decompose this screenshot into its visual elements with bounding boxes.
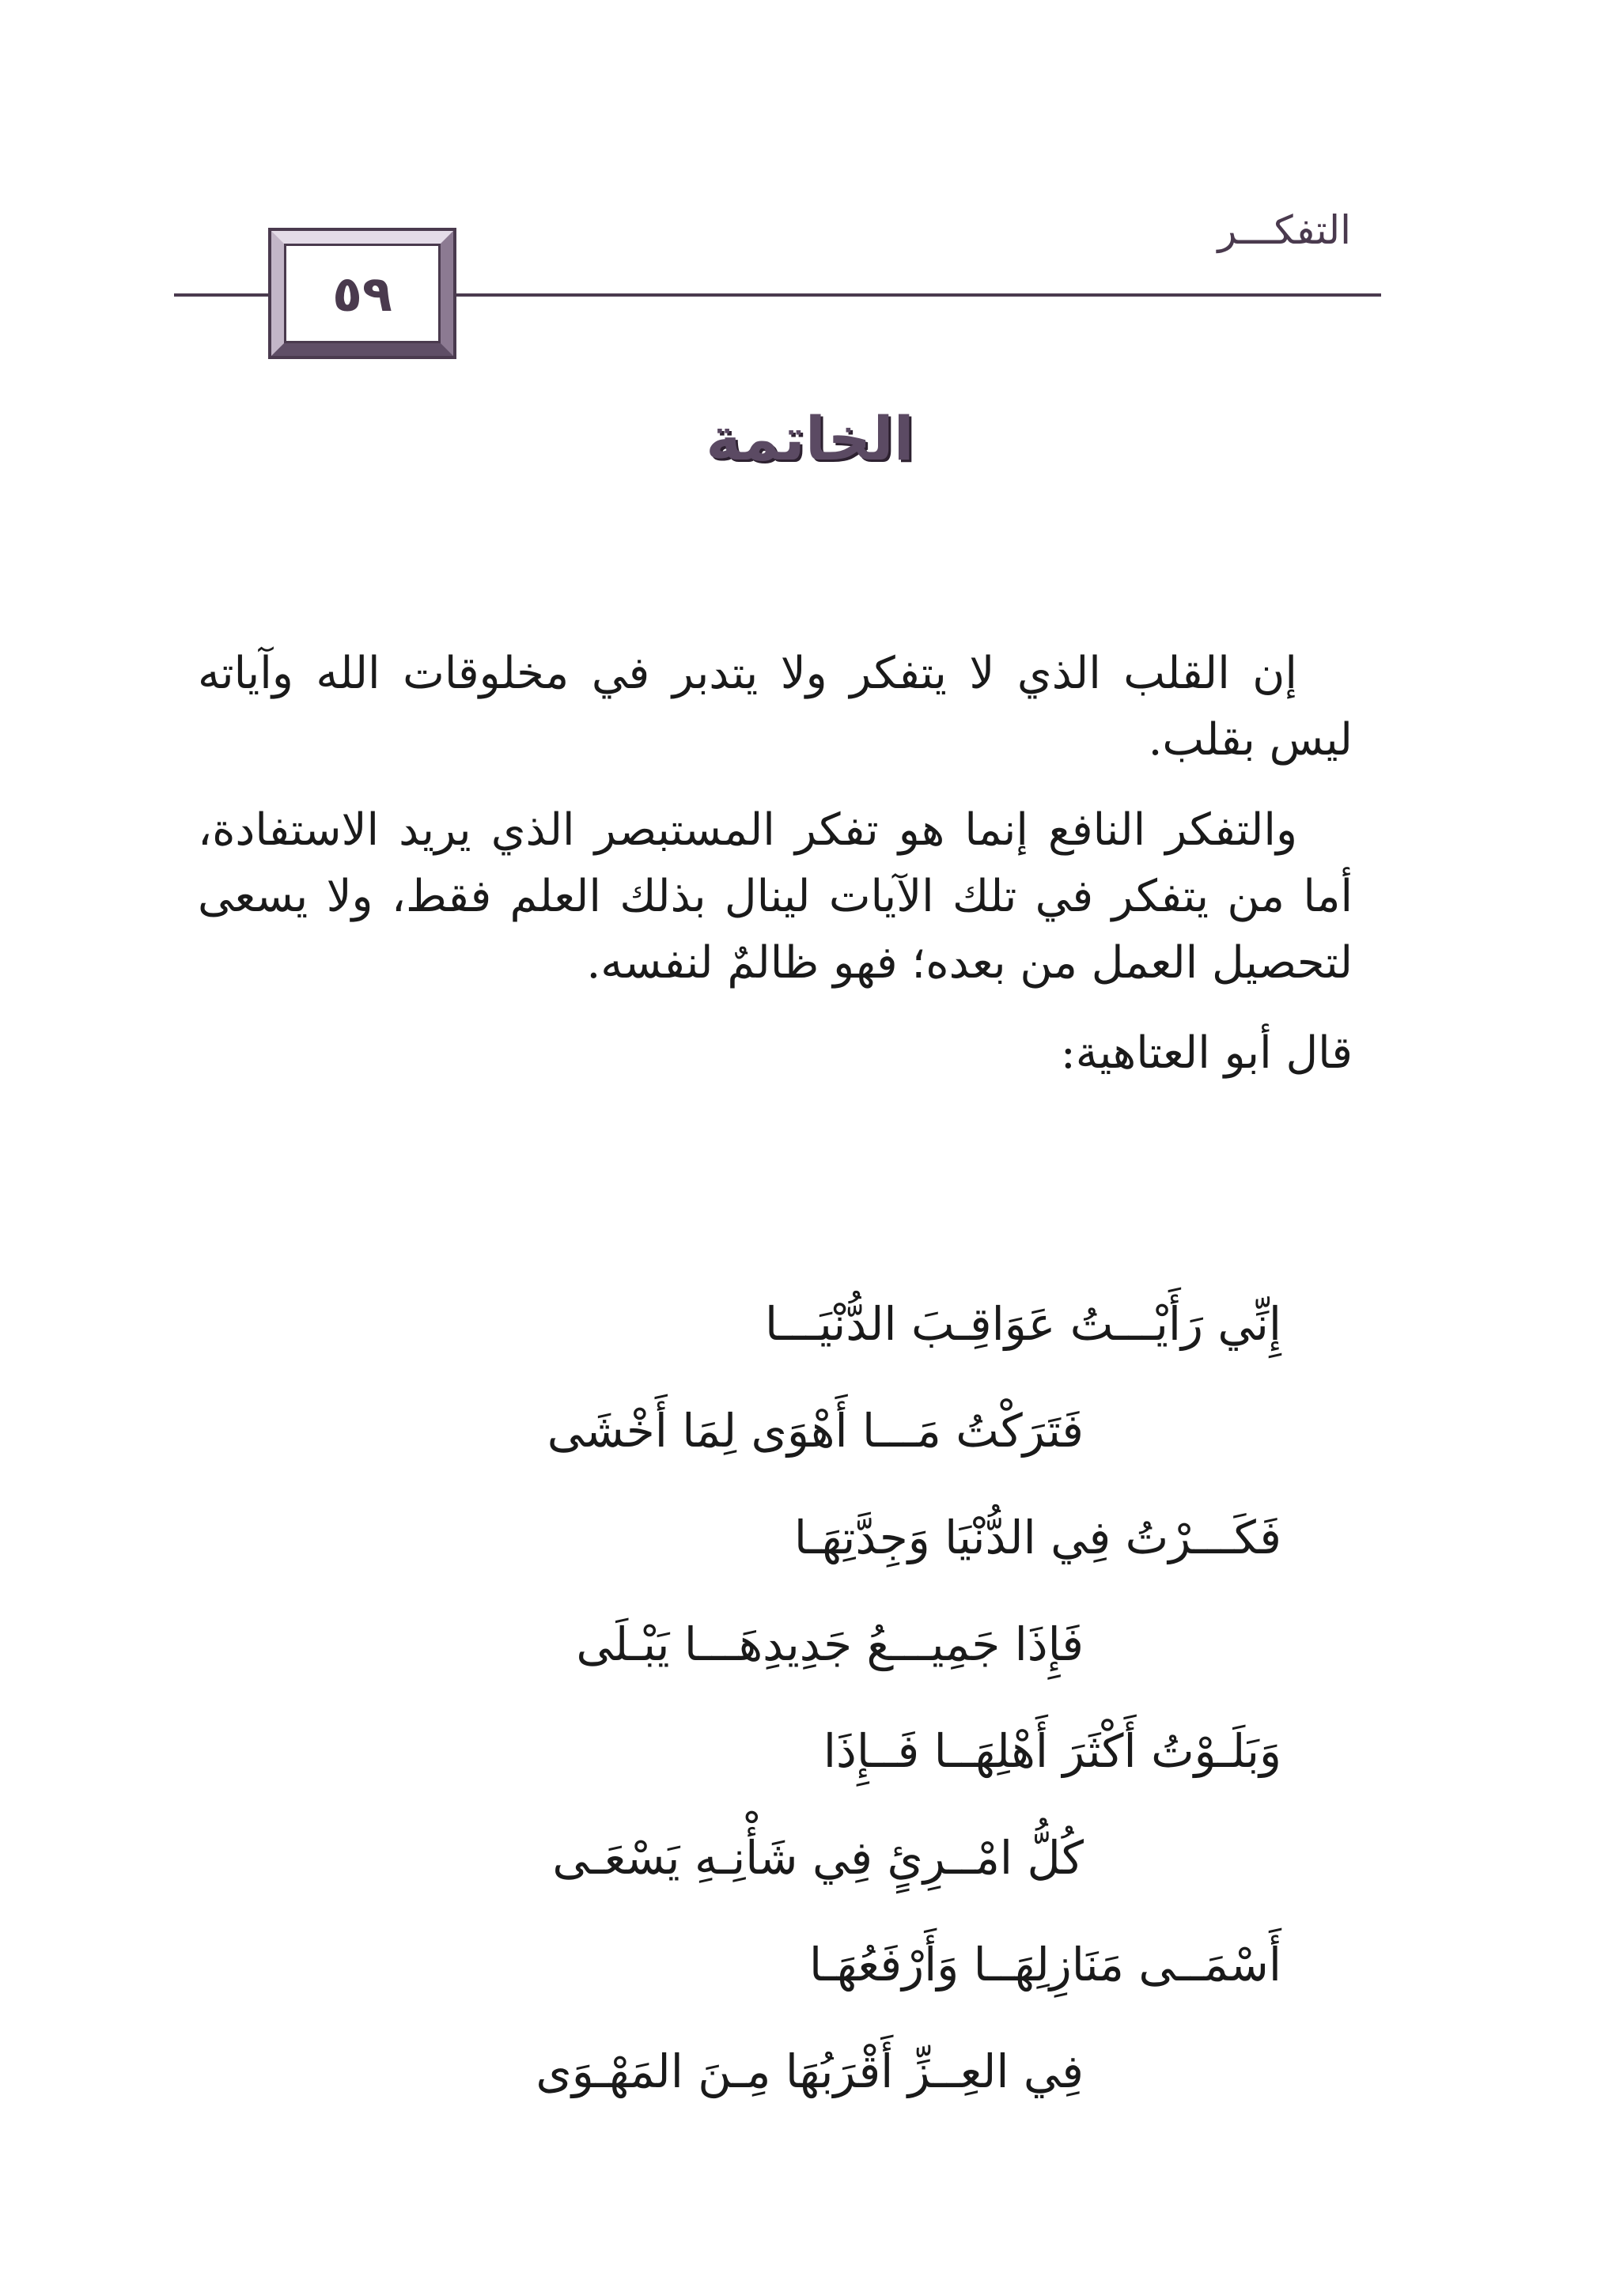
verse-first-hemistich: إِنِّي رَأَيْـــتُ عَوَاقِـبَ الدُّنْيَـــا [765, 1297, 1281, 1351]
verse-first-hemistich: فَكَـــرْتُ فِي الدُّنْيَا وَجِدَّتِهَـا [793, 1511, 1281, 1564]
verse-second-hemistich: كُلُّ امْــرِئٍ فِي شَأْنِـهِ يَسْعَـى [552, 1831, 1084, 1885]
body-text [198, 641, 1353, 1101]
running-header: التفكـــر [1217, 207, 1351, 253]
poem [198, 1297, 1353, 2151]
chapter-title: الخاتمة [706, 403, 914, 474]
poem-intro: قال أبو العتاهية: [1060, 1027, 1353, 1079]
verse [198, 1724, 1353, 1938]
paragraph-1: إن القلب الذي لا يتفكر ولا يتدبر في مخلوقات الله وآياته ليس بقلب. [198, 648, 1353, 766]
page-number-box [271, 231, 453, 356]
paragraph-2: والتفكر النافع إنما هو تفكر المستبصر الذي يريد الاستفادة، أما من يتفكر في تلك الآيات لينال بذلك العلم فقط، ولا يسعى لتحصيل العمل من بعده؛ فهو ظالمٌ لنفسه. [198, 804, 1353, 989]
verse-first-hemistich: أَسْمَــى مَنَازِلِهَــا وَأَرْفَعُهَـا [809, 1938, 1281, 1992]
page-number: ٥٩ [332, 264, 392, 323]
verse [198, 1938, 1353, 2151]
verse [198, 1297, 1353, 1511]
verse-second-hemistich: فِي العِــزِّ أَقْرَبُهَا مِـنَ المَهْـوَى [536, 2044, 1084, 2098]
verse-second-hemistich: فَإِذَا جَمِيـــعُ جَدِيدِهَـــا يَبْـلَى [576, 1617, 1084, 1671]
verse [198, 1511, 1353, 1724]
verse-second-hemistich: فَتَرَكْتُ مَـــا أَهْوَى لِمَا أَخْشَى [547, 1404, 1084, 1458]
verse-first-hemistich: وَبَلَـوْتُ أَكْثَرَ أَهْلِهَــا فَــإِذَا [823, 1724, 1281, 1778]
